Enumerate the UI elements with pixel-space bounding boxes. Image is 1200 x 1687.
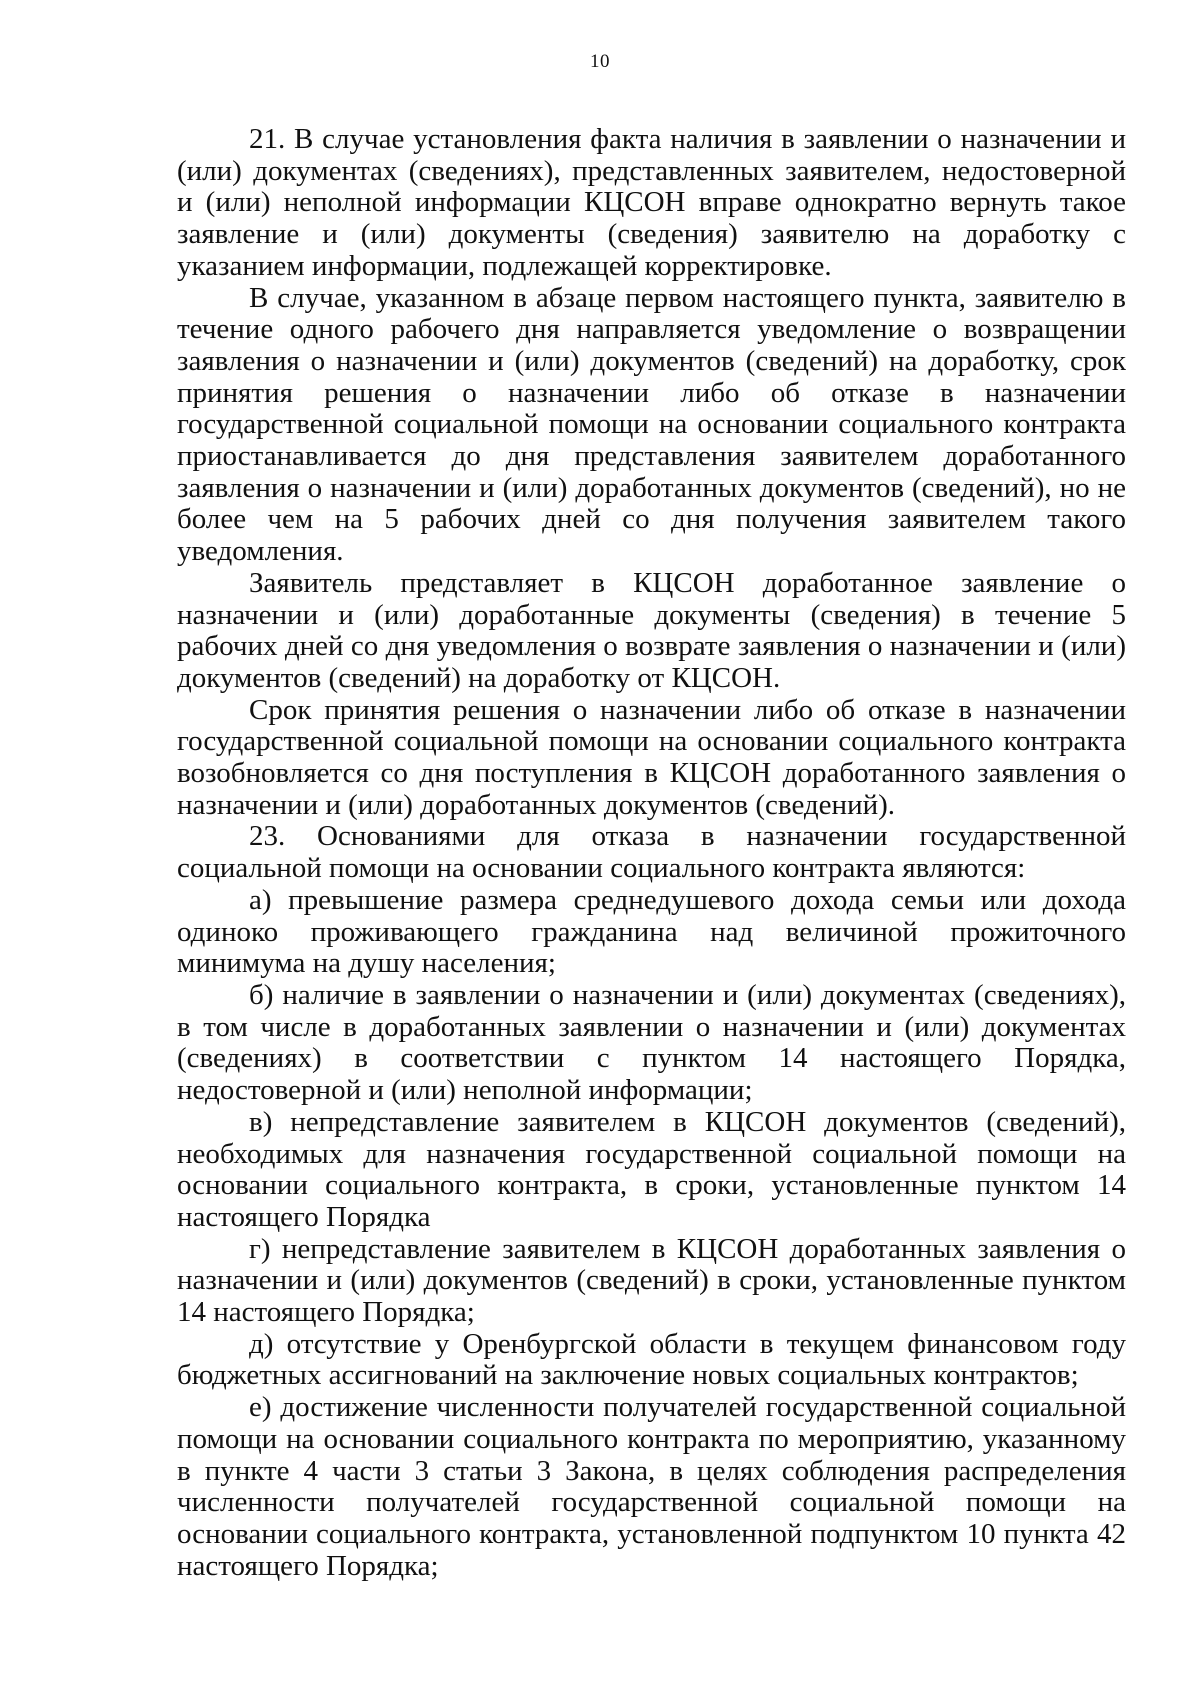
page-number: 10: [590, 51, 610, 72]
list-item-g: г) непредставление заявителем в КЦСОН доработанных заявления о назначении и (или) документов (сведений) в сроки, установленные пунктом 14 настоящего Порядка;: [177, 1232, 1126, 1329]
list-item-b: б) наличие в заявлении о назначении и (или) документах (сведениях), в том числе в доработанных заявлении о назначении и (или) документах (сведениях) в соответствии с пунктом 14 настоящего Порядка, недостоверной и (или) неполной информации;: [177, 978, 1126, 1107]
list-item-v: в) непредставление заявителем в КЦСОН документов (сведений), необходимых для назначения государственной социальной помощи на основании социального контракта, в сроки, установленные пунктом 14 настоящего Порядка: [177, 1105, 1126, 1233]
paragraph-resubmission: Заявитель представляет в КЦСОН доработанное заявление о назначении и (или) доработанные документы (сведения) в течение 5 рабочих дней со дня уведомления о возврате заявления о назначении и (или) документов (сведений) на доработку от КЦСОН.: [177, 566, 1126, 694]
paragraph-resumption: Срок принятия решения о назначении либо об отказе в назначении государственной социальной помощи на основании социального контракта возобновляется со дня поступления в КЦСОН доработанного заявления о назначении и (или) доработанных документов (сведений).: [177, 693, 1126, 821]
list-item-a: а) превышение размера среднедушевого дохода семьи или дохода одиноко проживающего гражданина над величиной прожиточного минимума на душу населения;: [177, 883, 1126, 980]
paragraph-21: 21. В случае установления факта наличия в заявлении о назначении и (или) документах (сведениях), представленных заявителем, недостоверной и (или) неполной информации КЦСОН вправе однократно вернуть такое заявление и (или) документы (сведения) заявителю на доработку с указанием информации, подлежащей корректировке.: [177, 123, 1126, 282]
paragraph-return-notice: В случае, указанном в абзаце первом настоящего пункта, заявителю в течение одного рабочего дня направляется уведомление о возвращении заявления о назначении и (или) документов (сведений) на доработку, срок принятия решения о назначении либо об отказе в назначении государственной социальной помощи на основании социального контракта приостанавливается до дня представления заявителем доработанного заявления о назначении и (или) доработанных документов (сведений), но не более чем на 5 рабочих дней со дня получения заявителем такого уведомления.: [177, 281, 1126, 568]
list-item-e: е) достижение численности получателей государственной социальной помощи на основании социального контракта по мероприятию, указанному в пункте 4 части 3 статьи 3 Закона, в целях соблюдения распределения численности получателей государственной социальной помощи на основании социального контракта, установленной подпунктом 10 пункта 42 настоящего Порядка;: [177, 1391, 1126, 1582]
paragraph-23: 23. Основаниями для отказа в назначении государственной социальной помощи на основании социального контракта являются:: [177, 820, 1126, 885]
document-body: [177, 124, 1126, 1582]
list-item-d: д) отсутствие у Оренбургской области в текущем финансовом году бюджетных ассигнований на заключение новых социальных контрактов;: [177, 1327, 1126, 1392]
